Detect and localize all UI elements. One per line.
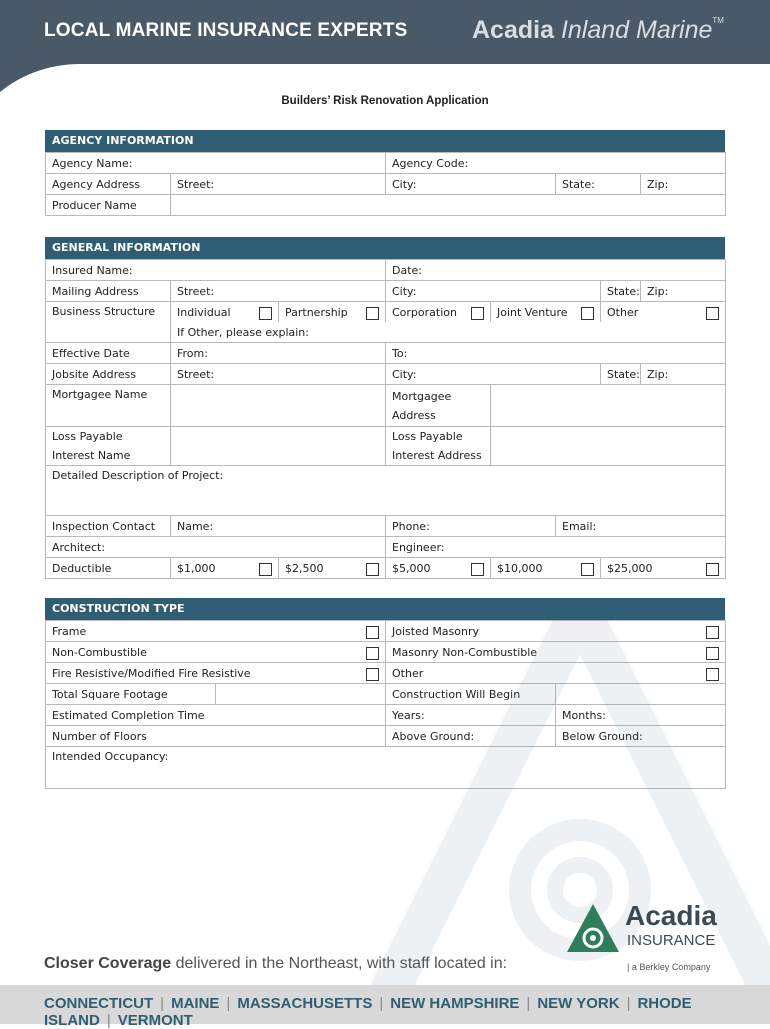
producer-name-label: Producer Name [46, 195, 171, 216]
inspection-phone-field[interactable]: Phone: [386, 516, 556, 537]
individual-label: Individual [177, 305, 231, 319]
agency-address-label: Agency Address [46, 174, 171, 195]
mailing-state-field[interactable]: State: [601, 281, 641, 302]
intended-occupancy-field[interactable]: Intended Occupancy: [46, 747, 726, 789]
deductible-10000-label: $10,000 [497, 561, 543, 575]
agency-street-field[interactable]: Street: [171, 174, 386, 195]
fire-resistive-label: Fire Resistive/Modified Fire Resistive [52, 666, 251, 680]
agency-heading: AGENCY INFORMATION [45, 130, 725, 152]
brand-acadia: Acadia [472, 16, 554, 44]
jobsite-zip-field[interactable]: Zip: [641, 364, 726, 385]
non-combustible-option[interactable] [46, 642, 386, 663]
effective-date-label: Effective Date [46, 343, 171, 364]
state-rhode-island: RHODE ISLAND [44, 995, 692, 1029]
agency-state-field[interactable]: State: [556, 174, 641, 195]
inspection-name-field[interactable]: Name: [171, 516, 386, 537]
months-field[interactable]: Months: [556, 705, 726, 726]
opt-joint-venture[interactable] [491, 302, 601, 323]
header-brand [472, 16, 724, 45]
loss-payable-name-field[interactable] [171, 427, 386, 466]
opt-individual[interactable] [171, 302, 279, 323]
agency-section [45, 130, 725, 216]
other-checkbox[interactable] [706, 307, 719, 320]
state-vermont: VERMONT [117, 1012, 193, 1029]
total-sq-ft-label: Total Square Footage [46, 684, 216, 705]
est-completion-label: Estimated Completion Time [46, 705, 386, 726]
agency-table [45, 152, 726, 216]
state-separator: | [226, 995, 231, 1012]
state-separator: | [526, 995, 531, 1012]
opt-corporation[interactable] [386, 302, 491, 323]
below-ground-field[interactable]: Below Ground: [556, 726, 726, 747]
num-floors-label: Number of Floors [46, 726, 386, 747]
mortgagee-address-field[interactable] [491, 385, 726, 427]
engineer-field[interactable]: Engineer: [386, 537, 726, 558]
non-combustible-label: Non-Combustible [52, 645, 147, 659]
brand-inland-marine: Inland Marine [560, 16, 713, 44]
construction-other-label: Other [392, 666, 424, 680]
effective-from-field[interactable]: From: [171, 343, 386, 364]
individual-checkbox[interactable] [259, 307, 272, 320]
mortgagee-address-label [386, 385, 491, 427]
state-connecticut: CONNECTICUT [44, 995, 154, 1012]
document-title: Builders’ Risk Renovation Application [281, 95, 489, 107]
inspection-contact-label: Inspection Contact [46, 516, 171, 537]
loss-payable-addr-line1: Loss Payable [392, 430, 463, 443]
deductible-1000-checkbox[interactable] [259, 563, 272, 576]
jobsite-state-field[interactable]: State: [601, 364, 641, 385]
opt-partnership[interactable] [279, 302, 386, 323]
mortgagee-address-line2: Address [392, 408, 436, 422]
state-maine: MAINE [171, 995, 220, 1012]
general-section [45, 237, 725, 579]
deductible-5000[interactable] [386, 558, 491, 579]
deductible-5000-checkbox[interactable] [471, 563, 484, 576]
years-field[interactable]: Years: [386, 705, 556, 726]
loss-payable-address-label [386, 427, 491, 466]
architect-field[interactable]: Architect: [46, 537, 386, 558]
jobsite-street-field[interactable]: Street: [171, 364, 386, 385]
above-ground-field[interactable]: Above Ground: [386, 726, 556, 747]
loss-payable-line2: Interest Name [52, 449, 131, 462]
mailing-city-field[interactable]: City: [386, 281, 601, 302]
total-sq-ft-field[interactable] [216, 684, 386, 705]
inspection-email-field[interactable]: Email: [556, 516, 726, 537]
mortgagee-name-label: Mortgagee Name [46, 385, 171, 427]
construction-heading: CONSTRUCTION TYPE [45, 598, 725, 620]
deductible-2500-checkbox[interactable] [366, 563, 379, 576]
if-other-field[interactable]: If Other, please explain: [171, 322, 726, 343]
business-structure-label: Business Structure [46, 302, 171, 343]
joint-venture-label: Joint Venture [497, 305, 568, 319]
deductible-10000[interactable] [491, 558, 601, 579]
corporation-checkbox[interactable] [471, 307, 484, 320]
state-new-hampshire: NEW HAMPSHIRE [390, 995, 520, 1012]
state-separator: | [160, 995, 165, 1012]
acadia-logo-icon [565, 902, 621, 954]
construction-begin-label: Construction Will Begin [386, 684, 556, 705]
general-table [45, 259, 726, 579]
state-massachusetts: MASSACHUSETTS [237, 995, 373, 1012]
general-heading: GENERAL INFORMATION [45, 237, 725, 259]
frame-label: Frame [52, 624, 87, 638]
corporation-label: Corporation [392, 305, 457, 319]
partnership-label: Partnership [285, 305, 348, 319]
loss-payable-name-label [46, 427, 171, 466]
agency-name-field[interactable]: Agency Name: [46, 153, 386, 174]
deductible-25000[interactable] [601, 558, 726, 579]
other-label: Other [607, 305, 639, 319]
mailing-zip-field[interactable]: Zip: [641, 281, 726, 302]
state-separator: | [379, 995, 384, 1012]
agency-code-field[interactable]: Agency Code: [386, 153, 726, 174]
footer-tagline [44, 955, 507, 973]
state-separator: | [626, 995, 631, 1012]
deductible-25000-label: $25,000 [607, 561, 653, 575]
deductible-25000-checkbox[interactable] [706, 563, 719, 576]
loss-payable-line1: Loss Payable [52, 430, 123, 443]
deductible-1000-label: $1,000 [177, 561, 216, 575]
deductible-2500-label: $2,500 [285, 561, 324, 575]
footer-tagline-bold: Closer Coverage [44, 955, 172, 972]
partnership-checkbox[interactable] [366, 307, 379, 320]
mortgagee-name-field[interactable] [171, 385, 386, 427]
deductible-label: Deductible [46, 558, 171, 579]
mailing-address-label: Mailing Address [46, 281, 171, 302]
logo-name: Acadia [625, 900, 717, 931]
deductible-5000-label: $5,000 [392, 561, 431, 575]
brand-tm: TM [712, 16, 724, 25]
date-field[interactable]: Date: [386, 260, 726, 281]
acadia-logo [565, 900, 730, 980]
agency-city-field[interactable]: City: [386, 174, 556, 195]
joint-venture-checkbox[interactable] [581, 307, 594, 320]
loss-payable-address-field[interactable] [491, 427, 726, 466]
masonry-non-combustible-label: Masonry Non-Combustible [392, 645, 538, 659]
project-description-field[interactable]: Detailed Description of Project: [46, 466, 726, 516]
header-tagline: LOCAL MARINE INSURANCE EXPERTS [44, 20, 408, 41]
logo-sub: INSURANCE [627, 932, 716, 949]
mortgagee-address-line1: Mortgagee [392, 389, 452, 403]
opt-other[interactable] [601, 302, 726, 323]
footer-tagline-rest: delivered in the Northeast, with staff located in: [171, 955, 508, 972]
deductible-1000[interactable] [171, 558, 279, 579]
frame-option[interactable] [46, 621, 386, 642]
loss-payable-addr-line2: Interest Address [392, 449, 482, 462]
producer-name-field[interactable] [171, 195, 726, 216]
joisted-masonry-label: Joisted Masonry [392, 624, 480, 638]
deductible-10000-checkbox[interactable] [581, 563, 594, 576]
mailing-street-field[interactable]: Street: [171, 281, 386, 302]
logo-berkley: | a Berkley Company [627, 962, 711, 972]
jobsite-city-field[interactable]: City: [386, 364, 601, 385]
agency-zip-field[interactable]: Zip: [641, 174, 726, 195]
fire-resistive-option[interactable] [46, 663, 386, 684]
jobsite-address-label: Jobsite Address [46, 364, 171, 385]
effective-to-field[interactable]: To: [386, 343, 726, 364]
insured-name-field[interactable]: Insured Name: [46, 260, 386, 281]
state-new-york: NEW YORK [537, 995, 620, 1012]
deductible-2500[interactable] [279, 558, 386, 579]
state-separator: | [106, 1012, 111, 1029]
